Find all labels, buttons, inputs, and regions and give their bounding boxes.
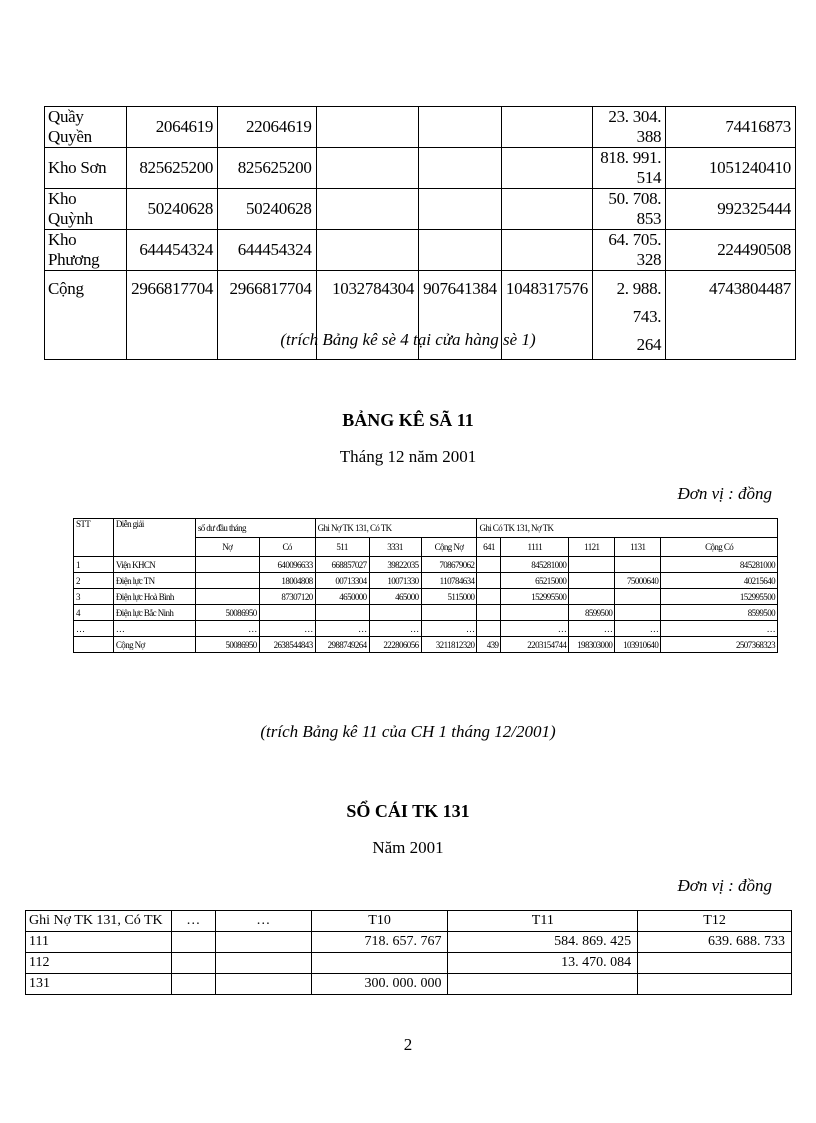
table-row: 3 Điện lực Hoà Bình 87307120 4650000 465000 5115000 152995500 152995500 — [74, 589, 778, 605]
general-ledger-table — [25, 910, 792, 995]
header-row: Nợ Có 511 3331 Cộng Nợ 641 1111 1121 1131 Cộng Có — [74, 538, 778, 557]
table-row: 4 Điện lực Bắc Ninh 50086950 8599500 8599500 — [74, 605, 778, 621]
page-number: 2 — [403, 1035, 413, 1054]
section-3-title: SỔ CÁI TK 131 — [346, 801, 470, 821]
table-row: 131 300. 000. 000 — [26, 974, 792, 995]
table-row: 112 13. 470. 084 — [26, 953, 792, 974]
table-row: 2 Điện lực TN 18004808 00713304 10071330 110784634 65215000 75000640 40215640 — [74, 573, 778, 589]
section-3-subtitle: Năm 2001 — [372, 838, 444, 857]
section-3-unit: Đơn vị : đồng — [677, 876, 772, 895]
ellipsis-row: … … … … … … … … … … … — [74, 621, 778, 637]
inventory-summary-table — [44, 106, 796, 360]
caption-1: (trích Bảng kê sè 4 tại cửa hàng sè 1) — [280, 330, 536, 349]
section-2-title: BẢNG KÊ SÃ 11 — [342, 410, 474, 430]
total-cell-split: 2. 988. 743. 264 — [592, 271, 665, 360]
section-2-subtitle: Tháng 12 năm 2001 — [339, 447, 477, 466]
table-total-row: Cộng 2966817704 2966817704 1032784304 907641384 1048317576 2. 988. 743. 264 4743804487 — [45, 271, 796, 360]
caption-2: (trích Bảng kê 11 của CH 1 tháng 12/2001) — [260, 722, 556, 741]
header-row: Ghi Nợ TK 131, Có TK … … T10 T11 T12 — [26, 911, 792, 932]
table-row: Kho Sơn 825625200 825625200 818. 991. 514 1051240410 — [45, 148, 796, 189]
ledger-table-11 — [73, 518, 778, 653]
table-row: Quầy Quyền 2064619 22064619 23. 304. 388 74416873 — [45, 107, 796, 148]
table-row: Kho Phương 644454324 644454324 64. 705. 328 224490508 — [45, 230, 796, 271]
table-row: 1 Viện KHCN 640096633 668857027 39822035 708679062 845281000 845281000 — [74, 557, 778, 573]
table-total-row: Cộng Nợ 50086950 2638544843 2988749264 222806056 3211812320 439 2203154744 198303000 103910640 2507368323 — [74, 637, 778, 653]
header-row: STT Diễn giải số dư đầu tháng Ghi Nợ TK 131, Có TK Ghi Có TK 131, Nợ TK — [74, 519, 778, 538]
table-row: 111 718. 657. 767 584. 869. 425 639. 688. 733 — [26, 932, 792, 953]
table-row: Kho Quỳnh 50240628 50240628 50. 708. 853 992325444 — [45, 189, 796, 230]
section-2-unit: Đơn vị : đồng — [677, 484, 772, 503]
